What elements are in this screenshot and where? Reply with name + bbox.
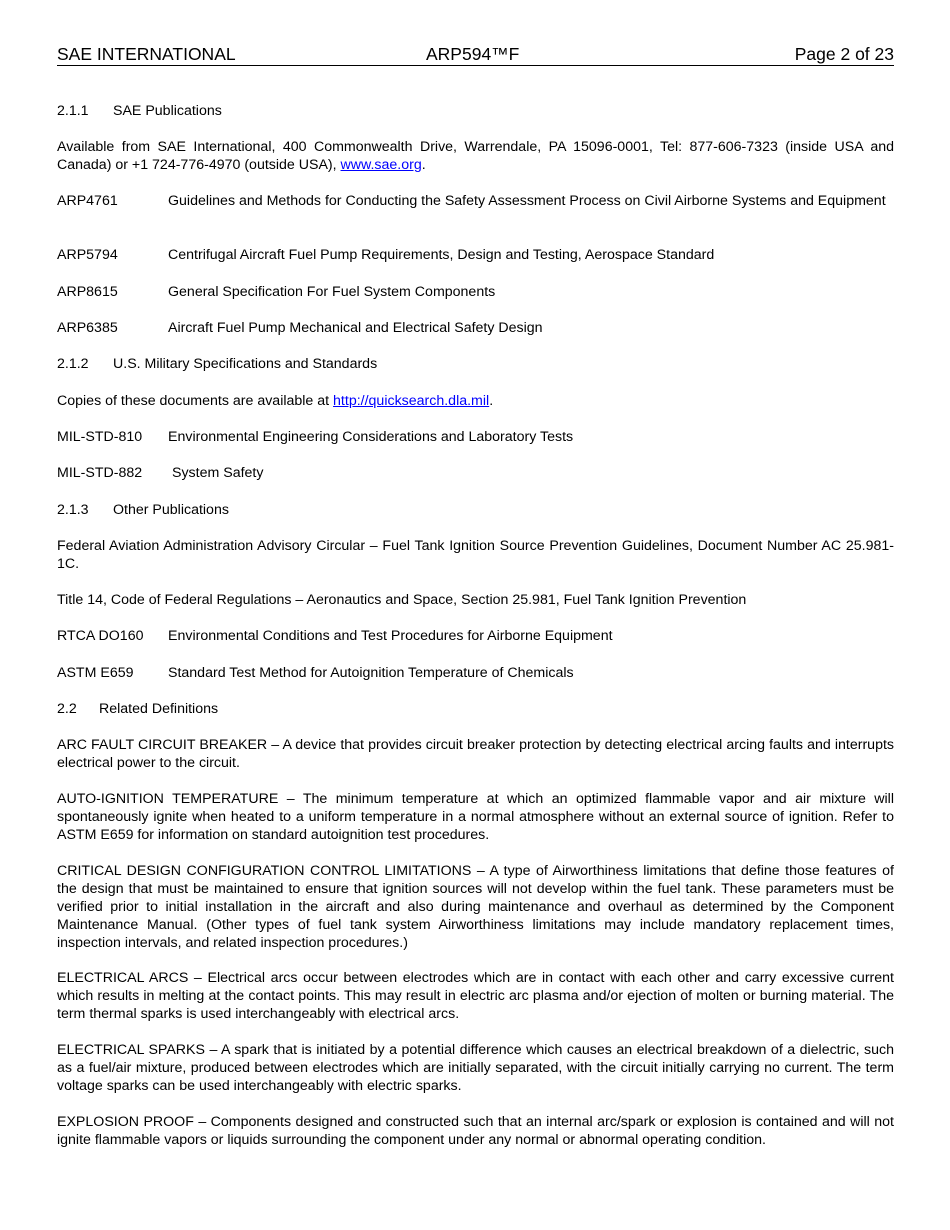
reference-code: ASTM E659 bbox=[57, 665, 134, 681]
definition-auto-ignition-temperature: AUTO-IGNITION TEMPERATURE – The minimum temperature at which an optimized flammable vapor and air mixture will spontaneously ignite when heated to a uniform temperature in a normal atmosphere without an external source of ignition. Refer to ASTM E659 for information on standard autoignition test procedures. bbox=[57, 791, 894, 843]
reference-mil-std-882 bbox=[57, 464, 894, 482]
definition-explosion-proof: EXPLOSION PROOF – Components designed and constructed such that an internal arc/spark or explosion is contained and will not ignite flammable vapors or liquids surrounding the component under any normal or abnormal operating condition. bbox=[57, 1114, 894, 1148]
sentence-end: . bbox=[489, 393, 494, 409]
section-heading-2-1-3 bbox=[57, 501, 894, 519]
reference-mil-std-810 bbox=[57, 428, 894, 446]
cfr-paragraph: Title 14, Code of Federal Regulations – Aeronautics and Space, Section 25.981, Fuel Tank Ignition Prevention bbox=[57, 592, 747, 608]
definition-critical-design-configuration: CRITICAL DESIGN CONFIGURATION CONTROL LIMITATIONS – A type of Airworthiness limitations that define those features of the design that must be maintained to ensure that ignition sources will not develop within the fuel tank. These parameters must be verified prior to initial installation in the aircraft and also during maintenance and overhaul as determined by the Component Maintenance Manual. (Other types of fuel tank system Airworthiness limitations may include mandatory replacement times, inspection intervals, and related inspection procedures.) bbox=[57, 863, 894, 951]
sae-website-link[interactable]: www.sae.org bbox=[340, 157, 422, 173]
dla-quicksearch-link[interactable]: http://quicksearch.dla.mil bbox=[333, 393, 490, 409]
reference-title: Centrifugal Aircraft Fuel Pump Requirements, Design and Testing, Aerospace Standard bbox=[168, 247, 715, 263]
reference-code: ARP4761 bbox=[57, 193, 118, 209]
definition-electrical-sparks: ELECTRICAL SPARKS – A spark that is initiated by a potential difference which causes an electrical breakdown of a dielectric, such as a fuel/air mixture, produced between electrodes which are initially separated, with the circuit initially carrying no current. The term voltage sparks can be used interchangeably with electric sparks. bbox=[57, 1042, 894, 1094]
header-page-number: Page 2 of 23 bbox=[794, 44, 894, 64]
section-number: 2.1.3 bbox=[57, 502, 89, 518]
reference-arp6385 bbox=[57, 319, 894, 337]
sae-availability-paragraph bbox=[57, 138, 894, 174]
section-heading-2-2 bbox=[57, 700, 894, 718]
section-title: U.S. Military Specifications and Standards bbox=[113, 356, 378, 372]
reference-title: Standard Test Method for Autoignition Temperature of Chemicals bbox=[168, 665, 574, 681]
reference-arp4761 bbox=[57, 192, 894, 210]
reference-arp5794 bbox=[57, 246, 894, 264]
reference-title: General Specification For Fuel System Components bbox=[168, 284, 496, 300]
sentence-end: . bbox=[421, 157, 426, 173]
section-title: Related Definitions bbox=[99, 701, 219, 717]
header-organization: SAE INTERNATIONAL bbox=[57, 44, 236, 64]
section-heading-2-1-2 bbox=[57, 355, 894, 373]
reference-title: Aircraft Fuel Pump Mechanical and Electrical Safety Design bbox=[168, 320, 543, 336]
header-document-number: ARP594™F bbox=[426, 44, 520, 64]
section-heading-2-1-1 bbox=[57, 102, 894, 120]
faa-advisory-circular-paragraph: Federal Aviation Administration Advisory Circular – Fuel Tank Ignition Source Prevention Guidelines, Document Number AC 25.981-1C. bbox=[57, 538, 894, 572]
section-number: 2.2 bbox=[57, 701, 77, 717]
reference-code: ARP8615 bbox=[57, 284, 118, 300]
reference-code: RTCA DO160 bbox=[57, 628, 144, 644]
definition-electrical-arcs: ELECTRICAL ARCS – Electrical arcs occur between electrodes which are in contact with each other and carry excessive current which results in melting at the contact points. This may result in electric arc plasma and/or ejection of molten or burning material. The term thermal sparks is used interchangeably with electrical arcs. bbox=[57, 970, 894, 1022]
reference-rtca-do160 bbox=[57, 627, 894, 645]
availability-text: Copies of these documents are available at bbox=[57, 393, 334, 409]
section-number: 2.1.2 bbox=[57, 356, 89, 372]
reference-title: Environmental Conditions and Test Procedures for Airborne Equipment bbox=[168, 628, 613, 644]
section-title: SAE Publications bbox=[113, 103, 222, 119]
section-title: Other Publications bbox=[113, 502, 229, 518]
reference-code: ARP6385 bbox=[57, 320, 118, 336]
reference-code: MIL-STD-882 bbox=[57, 465, 143, 481]
reference-code: ARP5794 bbox=[57, 247, 118, 263]
availability-text: Available from SAE International, 400 Commonwealth Drive, Warrendale, PA 15096-0001, Tel: 877-606-7323 (inside USA and Canada) or +1 724-776-4970 (outside USA), bbox=[57, 139, 894, 173]
mil-availability-paragraph bbox=[57, 392, 894, 410]
page-header bbox=[57, 44, 894, 66]
reference-arp8615 bbox=[57, 283, 894, 301]
reference-title: System Safety bbox=[172, 465, 264, 481]
reference-astm-e659 bbox=[57, 664, 894, 682]
reference-title: Environmental Engineering Considerations and Laboratory Tests bbox=[168, 429, 574, 445]
reference-title: Guidelines and Methods for Conducting the Safety Assessment Process on Civil Airborne Systems and Equipment bbox=[168, 193, 886, 209]
definition-arc-fault-circuit-breaker: ARC FAULT CIRCUIT BREAKER – A device that provides circuit breaker protection by detecting electrical arcing faults and interrupts electrical power to the circuit. bbox=[57, 737, 894, 771]
reference-code: MIL-STD-810 bbox=[57, 429, 143, 445]
section-number: 2.1.1 bbox=[57, 103, 89, 119]
